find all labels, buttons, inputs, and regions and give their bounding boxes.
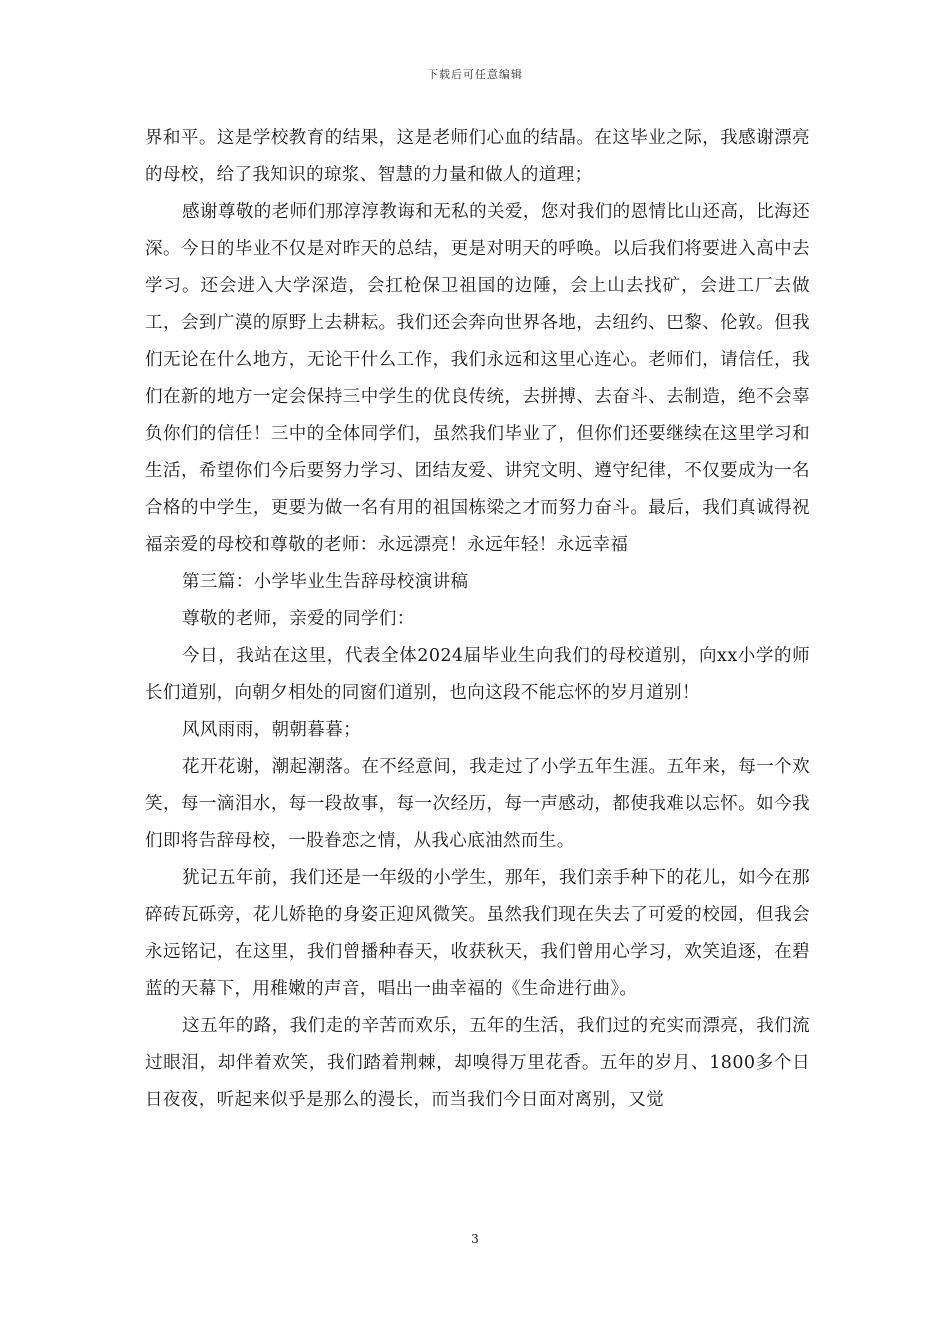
- document-body: [145, 120, 810, 1119]
- paragraph: 犹记五年前，我们还是一年级的小学生，那年，我们亲手种下的花儿，如今在那碎砖瓦砾旁，花儿娇艳的身姿正迎风微笑。虽然我们现在失去了可爱的校园，但我会永远铭记，在这里，我们曾播种春天，收获秋天，我们曾用心学习，欢笑追逐，在碧蓝的天幕下，用稚嫩的声音，唱出一曲幸福的《生命进行曲》。: [145, 868, 810, 999]
- paragraph: 感谢尊敬的老师们那淳淳教诲和无私的关爱，您对我们的恩情比山还高，比海还深。今日的毕业不仅是对昨天的总结，更是对明天的呼唤。以后我们将要进入高中去学习。还会进入大学深造，会扛枪保卫祖国的边陲，会上山去找矿，会进工厂去做工，会到广漠的原野上去耕耘。我们还会奔向世界各地，去纽约、巴黎、伦敦。但我们无论在什么地方，无论干什么工作，我们永远和这里心连心。老师们，请信任，我们在新的地方一定会保持三中学生的优良传统，去拼搏、去奋斗、去制造，绝不会辜负你们的信任！三中的全体同学们，虽然我们毕业了，但你们还要继续在这里学习和生活，希望你们今后要努力学习、团结友爱、讲究文明、遵守纪律，不仅要成为一名合格的中学生，更要为做一名有用的祖国栋梁之才而努力奋斗。最后，我们真诚得祝福亲爱的母校和尊敬的老师：永远漂亮！永远年轻！永远幸福: [145, 202, 810, 555]
- page-number: 3: [471, 1232, 479, 1246]
- paragraph: 花开花谢，潮起潮落。在不经意间，我走过了小学五年生涯。五年来，每一个欢笑，每一滴泪水，每一段故事，每一次经历，每一声感动，都使我难以忘怀。如今我们即将告辞母校，一股眷恋之情，从我心底油然而生。: [145, 757, 810, 851]
- paragraph: 这五年的路，我们走的辛苦而欢乐，五年的生活，我们过的充实而漂亮，我们流过眼泪，却伴着欢笑，我们踏着荆棘，却嗅得万里花香。五年的岁月、1800多个日日夜夜，听起来似乎是那么的漫长，而当我们今日面对离别，又觉: [145, 1016, 810, 1110]
- paragraph: 今日，我站在这里，代表全体2024届毕业生向我们的母校道别，向xx小学的师长们道别，向朝夕相处的同窗们道别，也向这段不能忘怀的岁月道别！: [145, 646, 810, 703]
- section-title: 第三篇：小学毕业生告辞母校演讲稿: [182, 572, 469, 592]
- salutation: 尊敬的老师，亲爱的同学们：: [182, 609, 415, 629]
- page-header: 下载后可任意编辑: [427, 68, 523, 81]
- paragraph: 界和平。这是学校教育的结果，这是老师们心血的结晶。在这毕业之际，我感谢漂亮的母校，给了我知识的琼浆、智慧的力量和做人的道理；: [145, 128, 810, 185]
- paragraph: 风风雨雨，朝朝暮暮；: [182, 720, 361, 740]
